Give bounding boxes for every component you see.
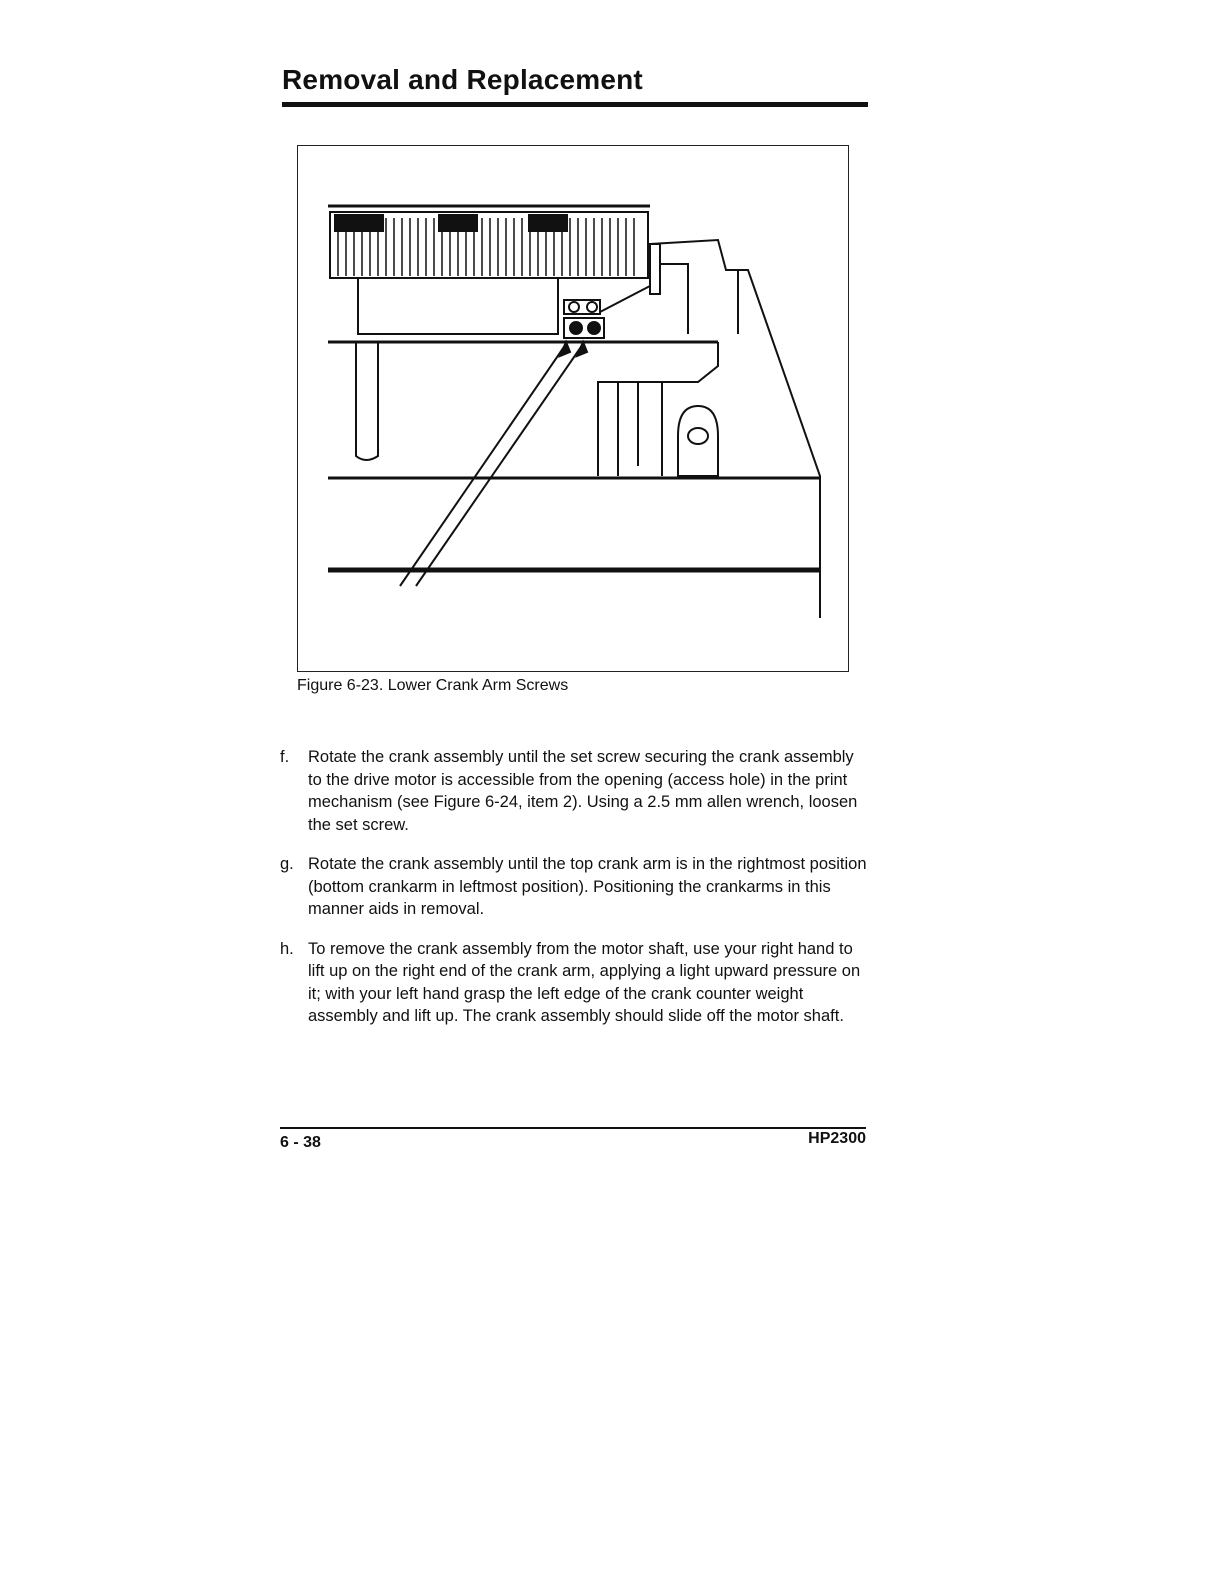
crank-arm-screws-illustration [298, 146, 850, 673]
step-text: To remove the crank assembly from the motor shaft, use your right hand to lift up on the right end of the crank arm, applying a light upward pressure on it; with your left hand grasp the left edge of the crank counter weight assembly and lift up. The crank assembly should slide off the motor shaft. [308, 939, 861, 1025]
step-text: Rotate the crank assembly until the set screw securing the crank assembly to the drive motor is accessible from the opening (access hole) in the print mechanism (see Figure 6-24, item 2). Using a 2.5 mm allen wrench, loosen the set screw. [308, 748, 858, 834]
page-number: 6 - 38 [280, 1134, 321, 1151]
step-item [280, 938, 870, 1028]
step-marker: f. [280, 748, 290, 766]
footer-rule [280, 1127, 866, 1129]
step-text: Rotate the crank assembly until the top crank arm is in the rightmost position (bottom crankarm in leftmost position). Positioning the crankarms in this manner aids in removal. [308, 855, 867, 918]
step-item [280, 853, 870, 921]
title-rule [282, 102, 868, 107]
step-item [280, 746, 870, 836]
model-name: HP2300 [808, 1130, 866, 1147]
procedure-steps [280, 746, 870, 1045]
page-title: Removal and Replacement [282, 64, 643, 95]
figure-frame [297, 145, 849, 672]
step-marker: h. [280, 939, 294, 958]
figure-caption: Figure 6-23. Lower Crank Arm Screws [297, 677, 569, 694]
step-marker: g. [280, 855, 294, 873]
